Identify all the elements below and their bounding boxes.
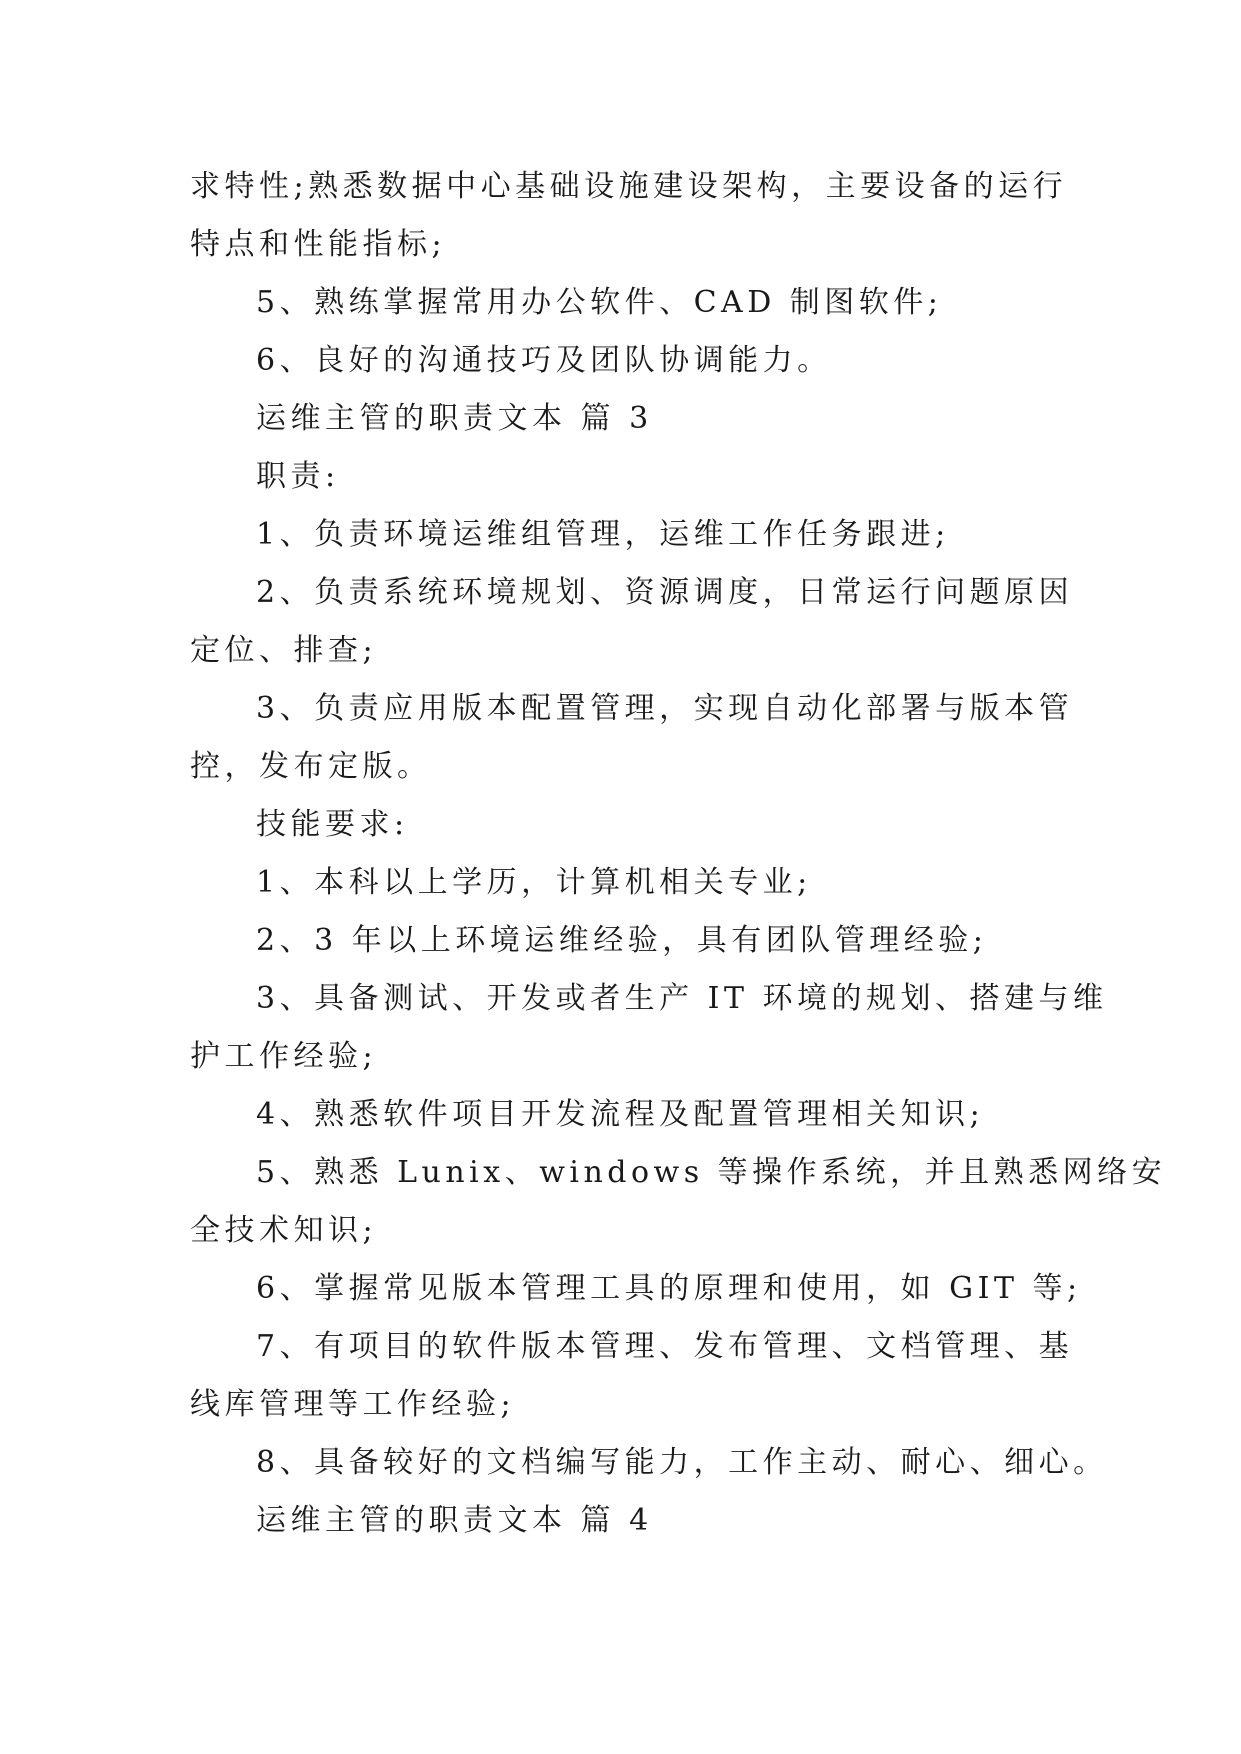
list-item: 2、负责系统环境规划、资源调度，日常运行问题原因: [256, 575, 1074, 610]
list-item: 3、具备测试、开发或者生产 IT 环境的规划、搭建与维: [256, 981, 1108, 1016]
list-item: 3、负责应用版本配置管理，实现自动化部署与版本管: [256, 691, 1074, 726]
text-line: 控，发布定版。: [190, 749, 432, 784]
text-line: 全技术知识;: [190, 1213, 378, 1248]
text-line: 护工作经验;: [190, 1039, 378, 1074]
text-line: 求特性;熟悉数据中心基础设施建设架构，主要设备的运行: [190, 169, 1068, 204]
list-item: 4、熟悉软件项目开发流程及配置管理相关知识;: [256, 1097, 985, 1132]
section-heading: 运维主管的职责文本 篇 4: [256, 1503, 653, 1538]
text-line: 线库管理等工作经验;: [190, 1387, 516, 1422]
list-item: 5、熟悉 Lunix、windows 等操作系统，并且熟悉网络安: [256, 1155, 1167, 1190]
list-item: 2、3 年以上环境运维经验，具有团队管理经验;: [256, 923, 988, 958]
list-item: 7、有项目的软件版本管理、发布管理、文档管理、基: [256, 1329, 1074, 1364]
list-item: 5、熟练掌握常用办公软件、CAD 制图软件;: [256, 285, 943, 320]
list-item: 6、良好的沟通技巧及团队协调能力。: [256, 343, 832, 378]
list-item: 6、掌握常见版本管理工具的原理和使用，如 GIT 等;: [256, 1271, 1082, 1306]
subsection-label: 技能要求:: [256, 807, 409, 842]
list-item: 1、负责环境运维组管理，运维工作任务跟进;: [256, 517, 950, 552]
text-line: 特点和性能指标;: [190, 227, 447, 262]
list-item: 1、本科以上学历，计算机相关专业;: [256, 865, 812, 900]
text-line: 定位、排查;: [190, 633, 378, 668]
document-body: [190, 158, 1167, 1550]
subsection-label: 职责:: [256, 459, 340, 494]
list-item: 8、具备较好的文档编写能力，工作主动、耐心、细心。: [256, 1445, 1108, 1480]
section-heading: 运维主管的职责文本 篇 3: [256, 401, 653, 436]
